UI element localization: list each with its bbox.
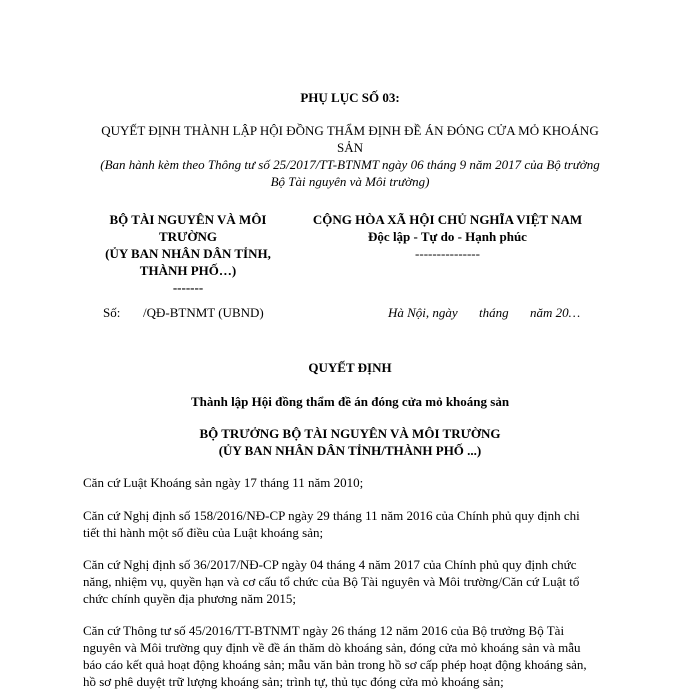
legal-basis-paragraph: [83, 622, 618, 690]
national-title: CỘNG HÒA XÃ HỘI CHỦ NGHĨA VIỆT NAM: [312, 212, 583, 227]
issued-note-line1: (Ban hành kèm theo Thông tư số 25/2017/TT-BTNMT ngày 06 tháng 9 năm 2017 của Bộ trưởng: [100, 157, 600, 172]
decision-authority-line1: BỘ TRƯỞNG BỘ TÀI NGUYÊN VÀ MÔI TRƯỜNG: [199, 426, 501, 441]
date-year: năm 20…: [530, 305, 581, 320]
appendix-heading-line2: SẢN: [336, 140, 363, 155]
issued-note-line2: Bộ Tài nguyên và Môi trường): [270, 174, 430, 189]
paragraph-line: Căn cứ Nghị định số 158/2016/NĐ-CP ngày 29 tháng 11 năm 2016 của Chính phủ quy định chi: [83, 508, 580, 523]
paragraph-line: tiết thi hành một số điều của Luật khoáng sản;: [83, 525, 324, 540]
decision-title: QUYẾT ĐỊNH: [308, 360, 392, 375]
document-number-label: Số:: [103, 305, 121, 320]
header-left-line3: (ỦY BAN NHÂN DÂN TỈNH,: [105, 246, 271, 261]
paragraph-line: Căn cứ Thông tư số 45/2016/TT-BTNMT ngày 26 tháng 12 năm 2016 của Bộ trưởng Bộ Tài: [83, 623, 565, 638]
paragraph-line: Căn cứ Nghị định số 36/2017/NĐ-CP ngày 04 tháng 4 năm 2017 của Chính phủ quy định chức: [83, 557, 577, 572]
header-left-divider: -------: [172, 280, 204, 295]
legal-basis-paragraph: [83, 507, 618, 541]
paragraph-line: báo cáo kết quả hoạt động khoáng sản; mẫu văn bản trong hồ sơ cấp phép hoạt động khoáng sản,: [83, 657, 587, 672]
decision-authority-line2: (ỦY BAN NHÂN DÂN TỈNH/THÀNH PHỐ ...): [218, 443, 482, 458]
header-right-nation: [290, 211, 605, 262]
date-month: tháng: [479, 305, 509, 320]
decision-subtitle: Thành lập Hội đồng thẩm đề án đóng cửa mỏ khoáng sản: [190, 394, 510, 409]
header-left-agency: [83, 211, 293, 296]
paragraph-line: năng, nhiệm vụ, quyền hạn và cơ cấu tổ chức của Bộ Tài nguyên và Môi trường/Căn cứ Luật tổ: [83, 574, 580, 589]
appendix-heading-line1: QUYẾT ĐỊNH THÀNH LẬP HỘI ĐỒNG THẨM ĐỊNH ĐỀ ÁN ĐÓNG CỬA MỎ KHOÁNG: [101, 123, 599, 138]
header-left-line4: THÀNH PHỐ…): [139, 263, 237, 278]
paragraph-line: nguyên và Môi trường quy định về đề án thăm dò khoáng sản, đóng cửa mỏ khoáng sản và mẫu: [83, 640, 581, 655]
header-right-divider: ---------------: [415, 246, 480, 261]
legal-basis-paragraph: [83, 474, 618, 491]
date-place: Hà Nội, ngày: [388, 305, 458, 320]
appendix-title: PHỤ LỤC SỐ 03:: [300, 90, 400, 105]
appendix-heading: [70, 122, 630, 156]
paragraph-line: chức chính quyền địa phương năm 2015;: [83, 591, 297, 606]
national-motto: Độc lập - Tự do - Hạnh phúc: [368, 229, 527, 244]
document-number-value: /QĐ-BTNMT (UBND): [143, 305, 264, 320]
paragraph-line: Căn cứ Luật Khoáng sản ngày 17 tháng 11 năm 2010;: [83, 475, 364, 490]
header-left-line1: BỘ TÀI NGUYÊN VÀ MÔI: [109, 212, 267, 227]
header-left-line2: TRƯỜNG: [158, 229, 218, 244]
legal-basis-paragraph: [83, 556, 618, 607]
decision-authority: [0, 425, 700, 459]
paragraph-line: hồ sơ phê duyệt trữ lượng khoáng sản; trình tự, thủ tục đóng cửa mỏ khoáng sản;: [83, 674, 504, 689]
issued-note: [40, 156, 660, 190]
